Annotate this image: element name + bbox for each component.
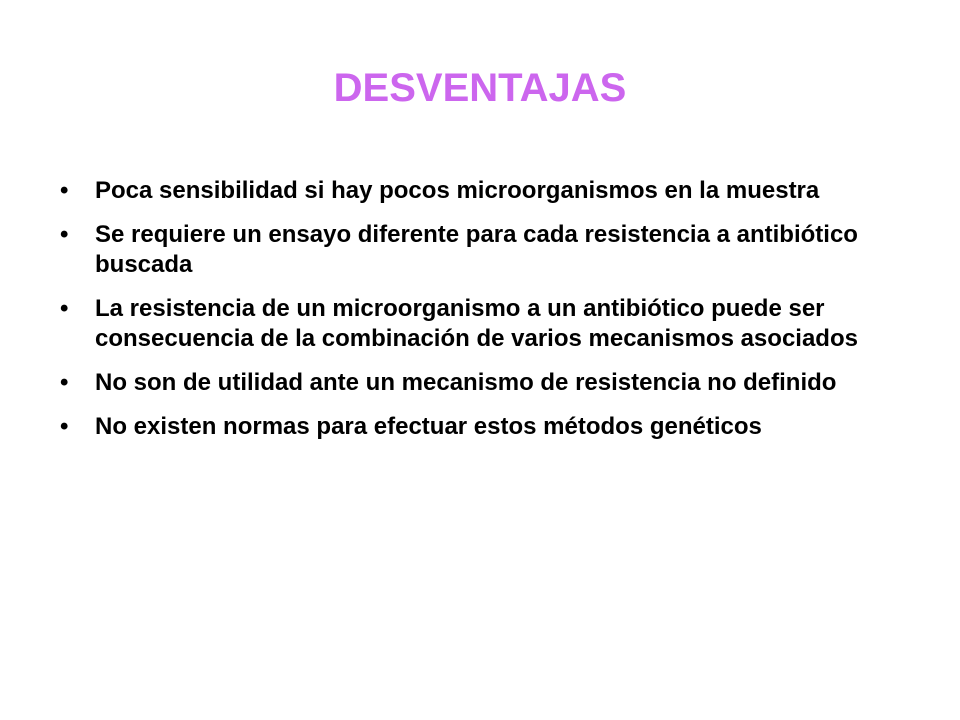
bullet-text: Poca sensibilidad si hay pocos microorganismos en la muestra [95, 177, 820, 204]
bullet-icon: • [60, 369, 69, 396]
bullet-icon: • [60, 177, 69, 204]
bullet-item [60, 176, 920, 206]
slide-title: DESVENTAJAS [333, 66, 627, 110]
bullet-icon: • [60, 295, 69, 322]
bullet-text: No existen normas para efectuar estos métodos genéticos [95, 413, 762, 440]
bullet-item [60, 368, 920, 398]
bullet-icon: • [60, 221, 69, 248]
bullet-item [60, 220, 920, 280]
bullet-item [60, 294, 920, 354]
bullet-text: Se requiere un ensayo diferente para cada resistencia a antibiótico buscada [95, 221, 858, 278]
bullet-text: No son de utilidad ante un mecanismo de resistencia no definido [95, 369, 837, 396]
bullet-icon: • [60, 413, 69, 440]
bullet-text: La resistencia de un microorganismo a un antibiótico puede ser consecuencia de la combinación de varios mecanismos asociados [95, 295, 858, 352]
bullet-item [60, 412, 920, 442]
bullet-list [60, 176, 920, 456]
